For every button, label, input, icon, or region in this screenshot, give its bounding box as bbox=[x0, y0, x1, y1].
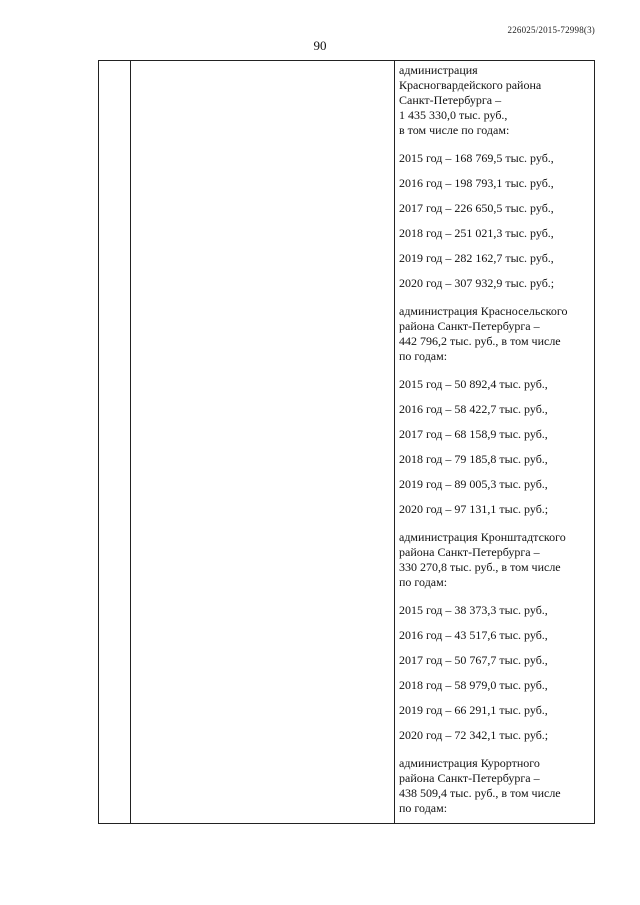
block-title-line: администрация bbox=[399, 63, 478, 77]
year-amount: 2016 год – 58 422,7 тыс. руб., bbox=[399, 402, 548, 416]
year-amount: 2019 год – 282 162,7 тыс. руб., bbox=[399, 251, 554, 265]
year-amount: 2018 год – 79 185,8 тыс. руб., bbox=[399, 452, 548, 466]
year-amount: 2020 год – 72 342,1 тыс. руб.; bbox=[399, 728, 549, 742]
year-amount: 2019 год – 66 291,1 тыс. руб., bbox=[399, 703, 548, 717]
block-title-line: по годам: bbox=[399, 801, 448, 815]
year-amount: 2017 год – 226 650,5 тыс. руб., bbox=[399, 201, 554, 215]
block-title-line: района Санкт-Петербурга – bbox=[399, 319, 540, 333]
block-title-line: Санкт-Петербурга – bbox=[399, 93, 502, 107]
year-amount: 2015 год – 168 769,5 тыс. руб., bbox=[399, 151, 554, 165]
year-amount: 2017 год – 50 767,7 тыс. руб., bbox=[399, 653, 548, 667]
column-divider-2 bbox=[394, 61, 395, 823]
block-title-line: района Санкт-Петербурга – bbox=[399, 771, 540, 785]
column-divider-1 bbox=[130, 61, 131, 823]
block-total-line: 1 435 330,0 тыс. руб., bbox=[399, 108, 508, 122]
year-amount: 2015 год – 50 892,4 тыс. руб., bbox=[399, 377, 548, 391]
document-id: 226025/2015-72998(3) bbox=[507, 25, 595, 35]
year-amount: 2015 год – 38 373,3 тыс. руб., bbox=[399, 603, 548, 617]
block-total-line: 330 270,8 тыс. руб., в том числе bbox=[399, 560, 561, 574]
funding-block-krasnoselsky bbox=[399, 304, 593, 364]
page-number: 90 bbox=[313, 38, 327, 53]
year-amount: 2019 год – 89 005,3 тыс. руб., bbox=[399, 477, 548, 491]
year-amount: 2018 год – 251 021,3 тыс. руб., bbox=[399, 226, 554, 240]
year-amount: 2016 год – 198 793,1 тыс. руб., bbox=[399, 176, 554, 190]
block-title-line: по годам: bbox=[399, 575, 448, 589]
funding-block-kurortny bbox=[399, 756, 593, 816]
block-title-line: Красногвардейского района bbox=[399, 78, 542, 92]
block-total-line: 438 509,4 тыс. руб., в том числе bbox=[399, 786, 561, 800]
block-title-line: района Санкт-Петербурга – bbox=[399, 545, 540, 559]
year-amount: 2020 год – 97 131,1 тыс. руб.; bbox=[399, 502, 549, 516]
year-amount: 2016 год – 43 517,6 тыс. руб., bbox=[399, 628, 548, 642]
block-total-line: 442 796,2 тыс. руб., в том числе bbox=[399, 334, 561, 348]
funding-block-kronshtadtsky bbox=[399, 530, 593, 590]
block-title-line: в том числе по годам: bbox=[399, 123, 510, 137]
block-title-line: администрация Кронштадтского bbox=[399, 530, 566, 544]
funding-block-krasnogvardeysky bbox=[399, 63, 593, 138]
funding-column bbox=[399, 63, 593, 829]
year-amount: 2017 год – 68 158,9 тыс. руб., bbox=[399, 427, 548, 441]
budget-table bbox=[98, 60, 595, 824]
year-amount: 2018 год – 58 979,0 тыс. руб., bbox=[399, 678, 548, 692]
block-title-line: по годам: bbox=[399, 349, 448, 363]
block-title-line: администрация Красносельского bbox=[399, 304, 568, 318]
block-title-line: администрация Курортного bbox=[399, 756, 540, 770]
year-amount: 2020 год – 307 932,9 тыс. руб.; bbox=[399, 276, 555, 290]
